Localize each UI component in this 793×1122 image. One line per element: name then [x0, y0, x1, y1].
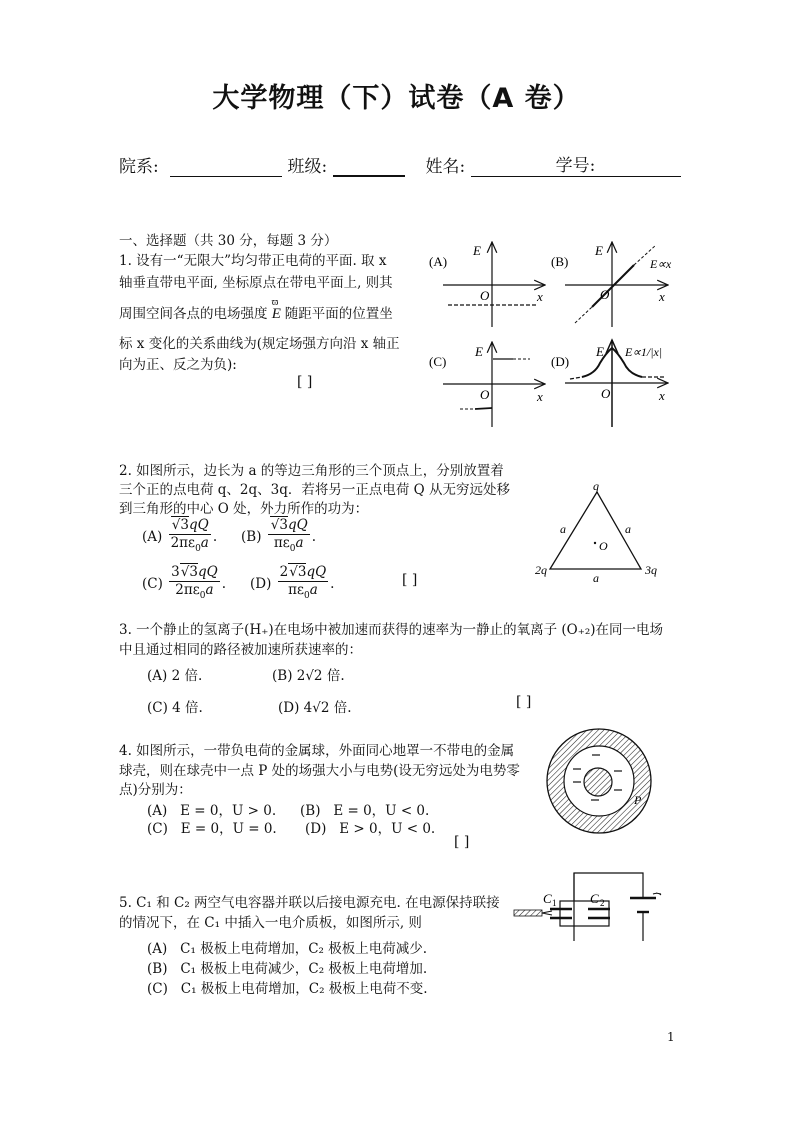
q1-line-4: 标 x 变化的关系曲线为(规定场强方向沿 x 轴正 [119, 336, 400, 352]
q1-line-3: 周围空间各点的电场强度 ϖ E 随距平面的位置坐 [119, 304, 393, 325]
svg-text:C: C [590, 891, 599, 906]
svg-text:O: O [599, 539, 608, 553]
svg-text:a: a [625, 522, 631, 536]
svg-text:a: a [560, 522, 566, 536]
svg-text:C: C [543, 891, 552, 906]
svg-text:x: x [659, 388, 665, 403]
svg-text:E: E [596, 344, 604, 359]
q3-line-1: 3. 一个静止的氢离子(H₊)在电场中被加速而获得的速率为一静止的氧离子 (O₊₂)在同一电场 [119, 622, 664, 638]
q2-option-d[interactable]: (D) $\frac{2√3qQ}{\pi\varepsilon_0a}$ . [250, 564, 335, 601]
q5-line-2: 的情况下，在 C₁ 中插入一电介质板，如图所示, 则 [119, 915, 422, 931]
class-field[interactable] [333, 155, 405, 177]
graph-d [551, 340, 668, 427]
department-label: 院系: [119, 157, 159, 177]
vector-arrow-icon: ϖ [271, 297, 279, 308]
svg-text:q: q [593, 479, 599, 493]
svg-text:(A): (A) [429, 254, 448, 269]
svg-text:x: x [659, 289, 665, 304]
svg-text:E∝1/|x|: E∝1/|x| [625, 345, 663, 359]
department-field[interactable] [170, 156, 282, 177]
svg-text:(B): (B) [551, 254, 569, 269]
q3-option-b[interactable]: (B) 2√2 倍. [272, 668, 345, 684]
page-number: 1 [667, 1030, 675, 1044]
svg-text:x: x [537, 289, 543, 304]
q1-line-5: 向为正、反之为负): [119, 357, 237, 373]
q2-option-b[interactable]: (B) $\frac{√3qQ}{\pi\varepsilon_0a}$ . [241, 517, 316, 554]
q4-line-2: 球壳，则在球壳中一点 P 处的场强大小与电势(设无穷远处为电势零 [119, 763, 520, 779]
q1-line-1: 1. 设有一“无限大”均匀带正电荷的平面. 取 x [119, 253, 387, 269]
svg-text:a: a [593, 571, 599, 585]
name-label: 姓名: [425, 157, 466, 177]
graph-a [429, 242, 545, 327]
q4-answer-bracket[interactable]: [ ] [454, 834, 470, 850]
graph-c [429, 342, 545, 427]
q1-answer-bracket[interactable]: [ ] [297, 374, 313, 390]
q3-option-d[interactable]: (D) 4√2 倍. [278, 700, 352, 716]
svg-text:2: 2 [600, 898, 605, 908]
q5-line-1: 5. C₁ 和 C₂ 两空气电容器并联以后接电源充电. 在电源保持联接 [119, 895, 500, 911]
svg-text:2q: 2q [535, 563, 547, 577]
q2-triangle-figure [525, 475, 675, 590]
graph-b [551, 242, 672, 327]
q1-line-2: 轴垂直带电平面, 坐标原点在带电平面上, 则其 [119, 275, 393, 291]
svg-text:E: E [475, 344, 483, 359]
q4-option-d[interactable]: (D) E > 0，U < 0. [305, 821, 436, 837]
q3-option-a[interactable]: (A) 2 倍. [147, 668, 203, 684]
q3-answer-bracket[interactable]: [ ] [516, 694, 532, 710]
q4-option-a[interactable]: (A) E = 0，U > 0. [147, 803, 277, 819]
svg-text:O: O [480, 288, 490, 303]
student-id-label: 学号: [555, 156, 596, 176]
q3-option-c[interactable]: (C) 4 倍. [147, 700, 203, 716]
q5-option-c[interactable]: (C) C₁ 极板上电荷增加，C₂ 极板上电荷不变. [147, 981, 428, 997]
svg-text:P: P [634, 793, 642, 807]
svg-text:E: E [473, 243, 481, 258]
q2-answer-bracket[interactable]: [ ] [402, 572, 418, 588]
q2-line-3: 到三角形的中心 O 处，外力所作的功为： [119, 501, 369, 517]
q5-option-b[interactable]: (B) C₁ 极板上电荷减少，C₂ 极板上电荷增加. [147, 961, 428, 977]
q4-line-3: 点)分别为： [119, 782, 192, 798]
q4-option-c[interactable]: (C) E = 0，U = 0. [147, 821, 277, 837]
svg-text:E∝x: E∝x [650, 257, 672, 271]
q2-line-1: 2. 如图所示，边长为 a 的等边三角形的三个顶点上，分别放置着 [119, 463, 504, 479]
battery-terminal-icon [653, 893, 661, 895]
class-label: 班级: [287, 157, 328, 177]
q1-graphs [420, 235, 690, 435]
vector-e-symbol: ϖ E [272, 306, 285, 322]
exam-title: 大学物理（下）试卷（A 卷） [212, 83, 581, 114]
q4-option-b[interactable]: (B) E = 0，U < 0. [300, 803, 430, 819]
q2-line-2: 三个正的点电荷 q、2q、3q．若将另一正点电荷 Q 从无穷远处移 [119, 482, 511, 498]
svg-text:(D): (D) [551, 354, 570, 369]
svg-text:O: O [601, 386, 611, 401]
svg-text:O: O [600, 287, 610, 302]
svg-text:x: x [537, 389, 543, 404]
q2-option-c[interactable]: (C) $\frac{3√3qQ}{2\pi\varepsilon_0a}$ . [142, 564, 226, 601]
q4-line-1: 4. 如图所示，一带负电荷的金属球，外面同心地罩一不带电的金属 [119, 743, 515, 759]
svg-text:E: E [595, 243, 603, 258]
q5-capacitor-circuit [510, 868, 685, 943]
q5-option-a[interactable]: (A) C₁ 极板上电荷增加，C₂ 极板上电荷减少. [147, 941, 428, 957]
svg-text:3q: 3q [645, 563, 657, 577]
svg-text:1: 1 [552, 898, 557, 908]
svg-text:(C): (C) [429, 354, 447, 369]
dielectric-slab [514, 910, 542, 916]
student-id-field[interactable] [586, 156, 666, 177]
q4-sphere-figure [540, 720, 680, 865]
section-heading: 一、选择题（共 30 分，每题 3 分） [119, 233, 338, 249]
insert-arrow-icon [542, 911, 552, 915]
q3-line-2: 中且通过相同的路径被加速所获速率的： [119, 642, 362, 658]
svg-text:O: O [480, 387, 490, 402]
q2-option-a[interactable]: (A) $\frac{√3qQ}{2\pi\varepsilon_0a}$ . [142, 517, 218, 554]
